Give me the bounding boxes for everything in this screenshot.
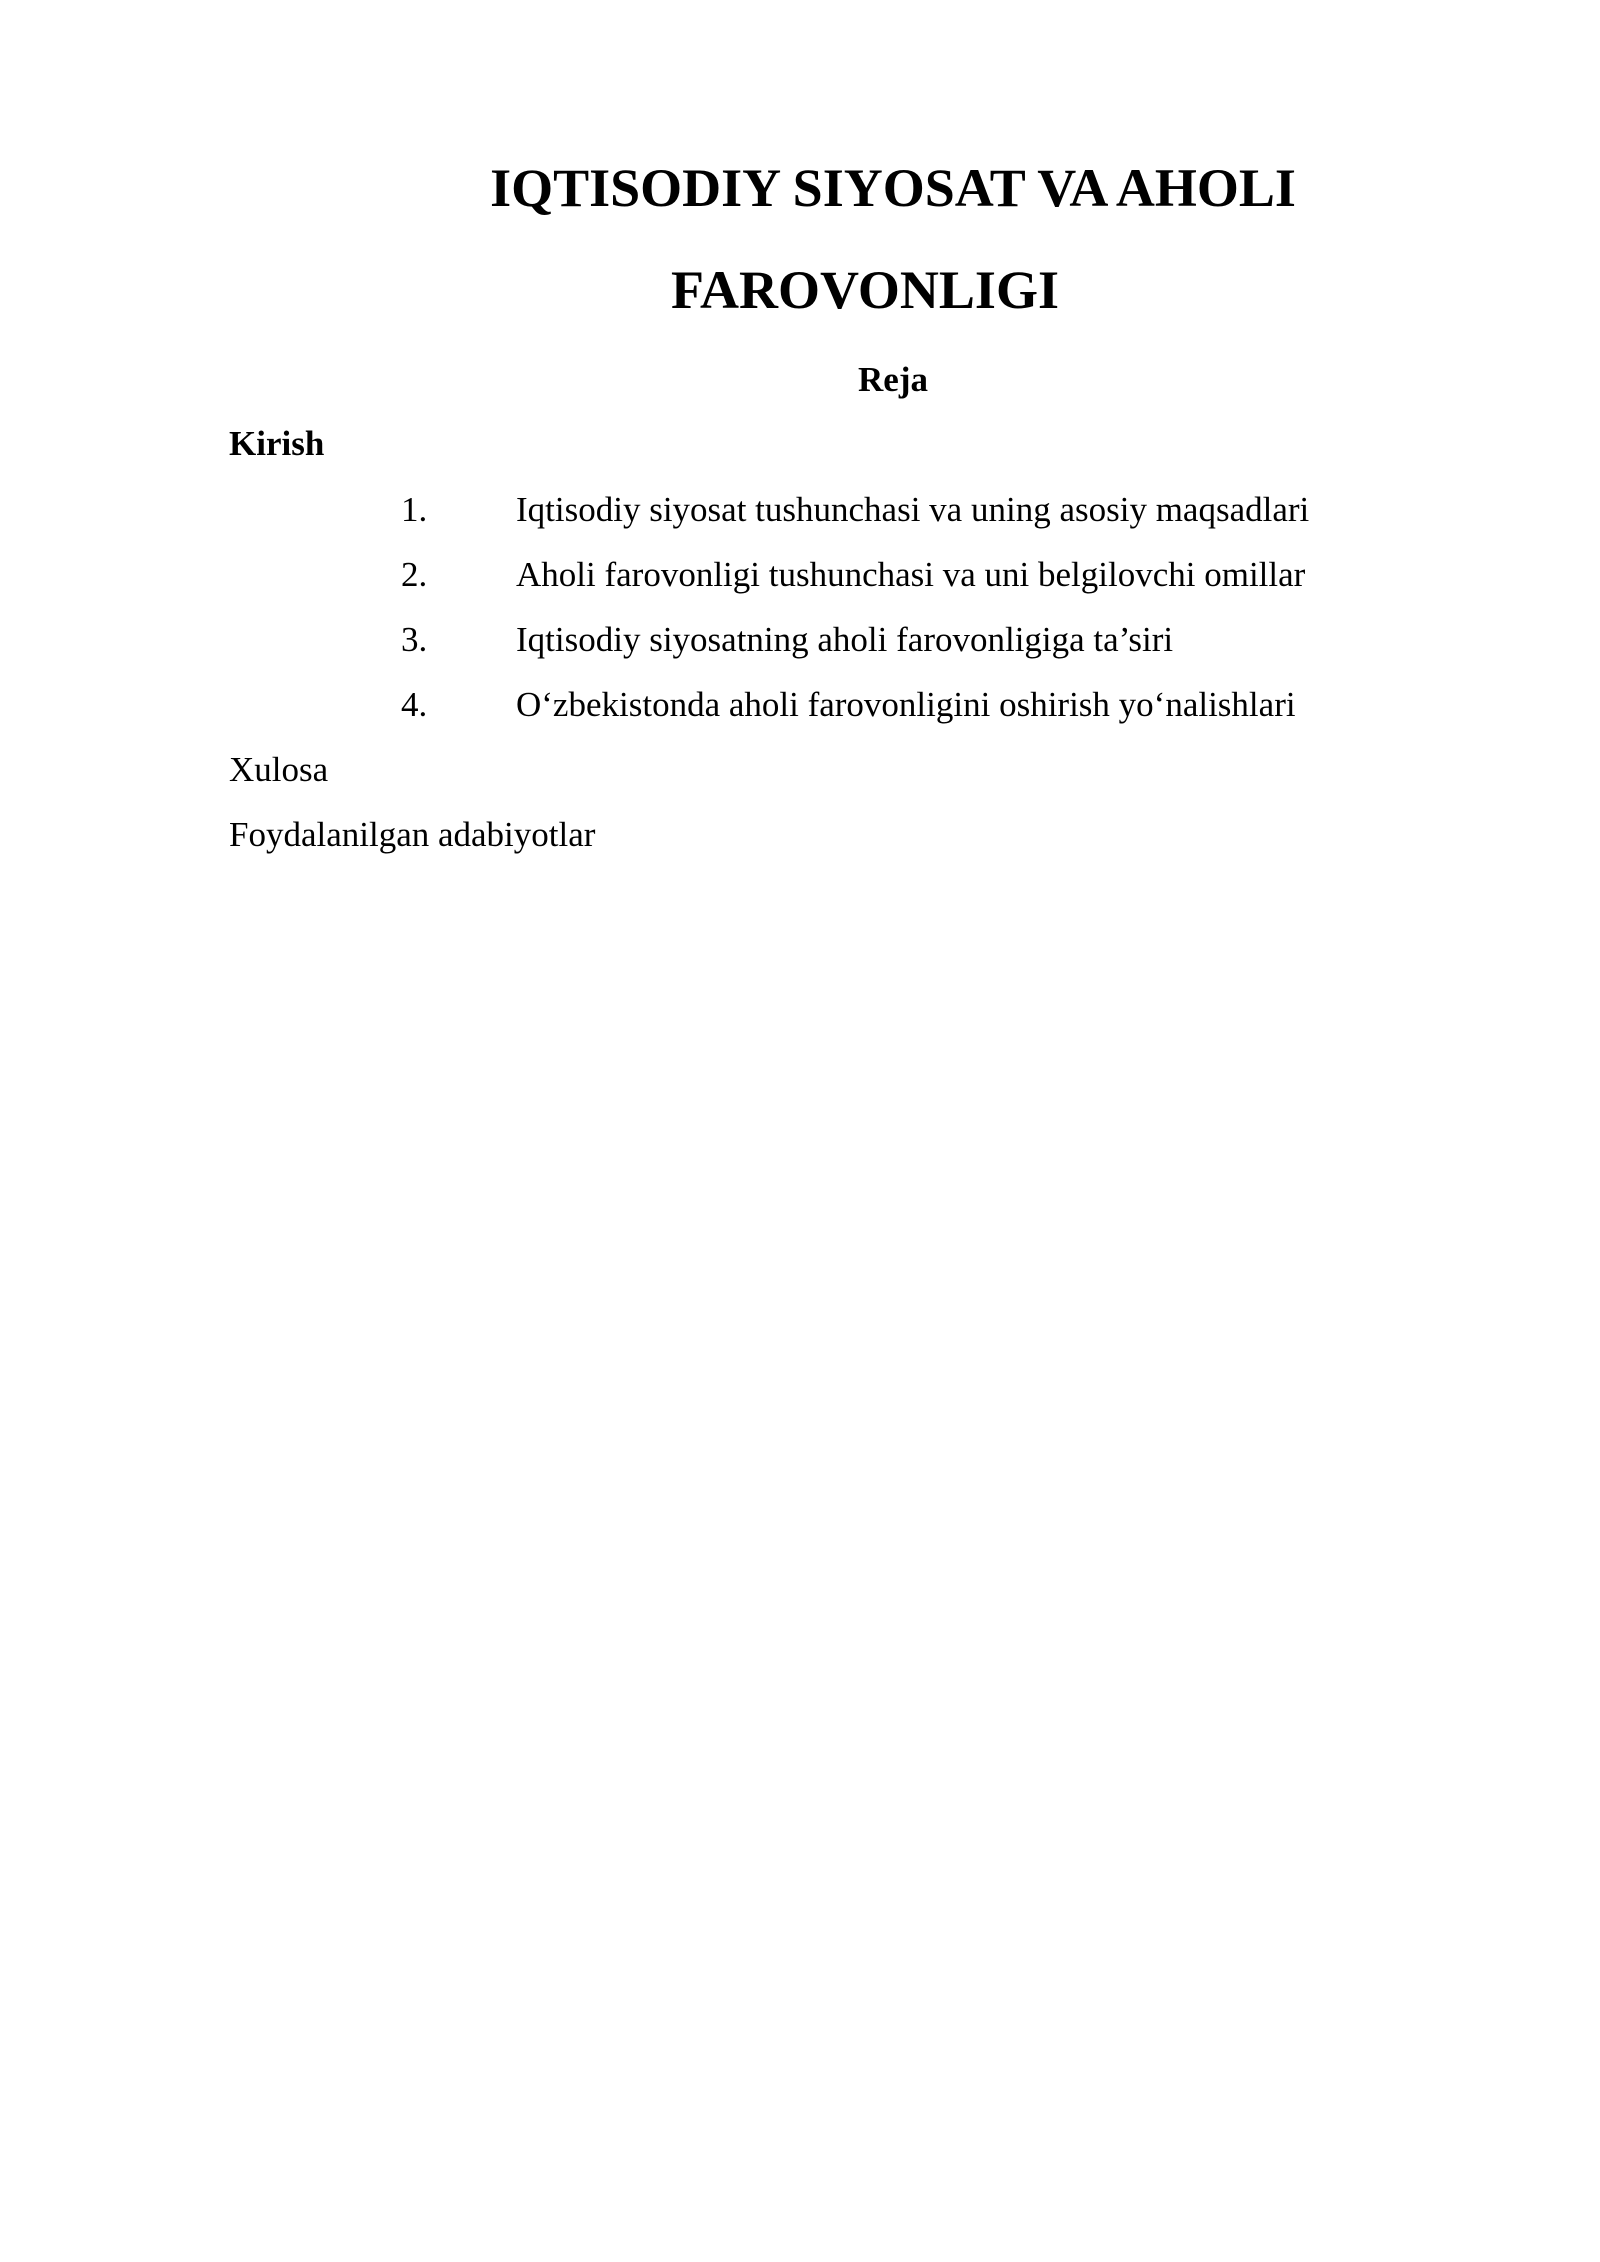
document-title-line-1: IQTISODIY SIYOSAT VA AHOLI <box>490 158 1296 218</box>
plan-item-number: 1. <box>401 490 428 529</box>
plan-item-number: 2. <box>401 555 428 594</box>
plan-item-text: Iqtisodiy siyosatning aholi farovonligiga ta’siri <box>516 620 1174 659</box>
plan-heading: Reja <box>858 360 928 399</box>
plan-list <box>0 490 1600 750</box>
plan-list-item <box>0 620 1600 685</box>
plan-item-number: 4. <box>401 685 428 724</box>
document-title-line-2: FAROVONLIGI <box>671 260 1059 320</box>
plan-list-item <box>0 685 1600 750</box>
plan-list-item <box>0 490 1600 555</box>
references-heading: Foydalanilgan adabiyotlar <box>229 815 596 854</box>
plan-item-text: O‘zbekistonda aholi farovonligini oshirish yo‘nalishlari <box>516 685 1296 724</box>
plan-list-item <box>0 555 1600 620</box>
plan-item-number: 3. <box>401 620 428 659</box>
plan-item-text: Iqtisodiy siyosat tushunchasi va uning asosiy maqsadlari <box>516 490 1310 529</box>
conclusion-heading: Xulosa <box>229 750 329 789</box>
plan-item-text: Aholi farovonligi tushunchasi va uni belgilovchi omillar <box>516 555 1306 594</box>
intro-heading: Kirish <box>229 424 325 463</box>
